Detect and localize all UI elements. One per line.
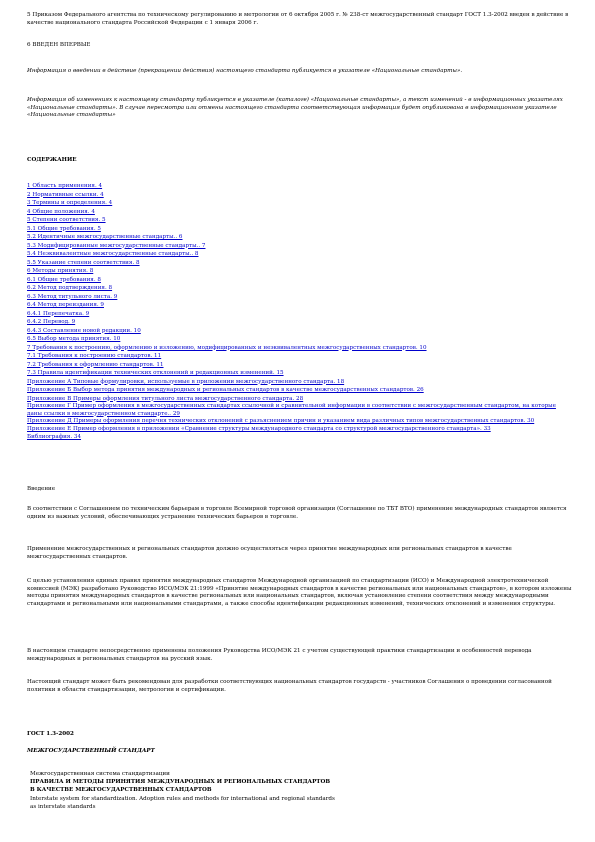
toc-link[interactable]: Приложение Д Примеры оформления перечня технических отклонений с разъяснением причин и указанием вида различных типов межгосударственных стандартов. 30	[27, 418, 535, 425]
first-introduced-note: 6 ВВЕДЕН ВПЕРВЫЕ	[27, 42, 91, 48]
toc-link[interactable]: 5 Степени соответствия. 5	[27, 217, 106, 223]
toc-link[interactable]: 7.1 Требования к построению стандартов. 11	[27, 353, 162, 359]
toc-item[interactable]	[27, 191, 572, 200]
intro-paragraph-4: В настоящем стандарте непосредственно применены положения Руководства ИСО/МЭК 21 с учетом существующей практики стандартизации и особенностей перевода международных и региональных стандартов на русский язык.	[27, 648, 532, 662]
intro-paragraph-5: Настоящий стандарт может быть рекомендован для разработки соответствующих национальных стандартов государств - участников Соглашения о проведении согласованной политики в области стандартизации, метрологии и сертификации.	[27, 679, 552, 693]
toc-item[interactable]	[27, 233, 572, 242]
toc-link[interactable]: 6.3 Метод титульного листа. 9	[27, 293, 118, 300]
toc-item[interactable]	[27, 310, 572, 319]
toc-link[interactable]: 6.4.1 Перепечатка. 9	[27, 310, 90, 317]
toc-item[interactable]	[27, 426, 572, 434]
toc-link[interactable]: 5.3 Модифицированные межгосударственные стандарты.. 7	[27, 242, 206, 249]
toc-link[interactable]: Приложение Е Пример оформления в приложении «Сравнение структуры международного стандарта со структурой межгосударственного стандарта». 33	[27, 425, 491, 432]
intro-heading: Введение	[27, 486, 56, 492]
info-paragraph-1: Информация о введении в действие (прекращении действия) настоящего стандарта публикуется в указателе «Национальные стандарты».	[27, 68, 463, 74]
toc-item[interactable]	[27, 182, 572, 191]
toc-link[interactable]: 7.2 Требования к оформлению стандартов. 11	[27, 361, 164, 368]
toc-item[interactable]	[27, 301, 572, 310]
toc-link[interactable]: Приложение В Примеры оформления титульного листа межгосударственного стандарта. 28	[27, 395, 304, 402]
toc-item[interactable]	[27, 386, 572, 395]
toc-item[interactable]	[27, 250, 572, 259]
toc-link[interactable]: 6.5 Выбор метода принятия. 10	[27, 336, 121, 342]
toc-item[interactable]	[27, 395, 572, 404]
toc-link[interactable]: Приложение Б Выбор метода принятия международных и региональных стандартов в качестве межгосударственных стандартов. 26	[27, 387, 424, 393]
toc-item[interactable]	[27, 418, 572, 426]
toc-item[interactable]	[27, 225, 572, 234]
toc-link[interactable]: 5.4 Неэквивалентные межгосударственные стандарты.. 8	[27, 251, 199, 257]
toc-link[interactable]: Приложение Г Пример оформления в межгосударственных стандартах ссылочной и сравнительной информации в соответствии с межгосударственным стандартом, на которые даны ссылки в межгосударственном стандарте.. 29	[27, 403, 556, 417]
toc-item[interactable]	[27, 293, 572, 302]
info-paragraph-2: Информация об изменениях к настоящему стандарту публикуется в указателе (каталоге) «Национальные стандарты», а текст изменений - в информационных указателях «Национальные стандарты». В случае пересмотра или отмены настоящего стандарта соответствующая информация будет опубликована в информационном указателе «Национальные стандарты»	[27, 97, 563, 119]
toc-item[interactable]	[27, 208, 572, 217]
intro-paragraph-1: В соответствии с Соглашением по техническим барьерам в торговле Всемирной торговой организации (Соглашение по ТБТ ВТО) применение международных стандартов является одним из важных условий, обеспечивающих устранение технических барьеров в торговле.	[27, 506, 567, 520]
toc-item[interactable]	[27, 327, 572, 336]
toc-item[interactable]	[27, 318, 572, 327]
toc-item[interactable]	[27, 361, 572, 370]
toc-link[interactable]: 2 Нормативные ссылки. 4	[27, 191, 104, 198]
toc-item[interactable]	[27, 344, 572, 353]
standard-title-line-2: В КАЧЕСТВЕ МЕЖГОСУДАРСТВЕННЫХ СТАНДАРТОВ	[30, 787, 212, 793]
toc-link[interactable]: 1 Область применения. 4	[27, 183, 103, 189]
toc-heading: СОДЕРЖАНИЕ	[27, 157, 77, 163]
standard-title-line-1: ПРАВИЛА И МЕТОДЫ ПРИНЯТИЯ МЕЖДУНАРОДНЫХ И РЕГИОНАЛЬНЫХ СТАНДАРТОВ	[30, 779, 331, 785]
toc-link[interactable]: 6.4.2 Перевод. 9	[27, 319, 76, 325]
toc-item[interactable]	[27, 378, 572, 387]
toc-link[interactable]: Приложение А Типовые формулировки, используемые в приложении межгосударственного стандарта. 18	[27, 378, 345, 385]
toc-link[interactable]: 6.2 Метод подтверждения. 8	[27, 285, 113, 291]
toc-item[interactable]	[27, 352, 572, 361]
toc-item[interactable]	[27, 242, 572, 251]
toc-item[interactable]	[27, 335, 572, 344]
toc-link[interactable]: 5.5 Указание степени соответствия. 8	[27, 259, 140, 266]
table-of-contents	[27, 182, 572, 442]
toc-link[interactable]: 6.4.3 Составление новой редакции. 10	[27, 327, 141, 334]
toc-link[interactable]: 3 Термины и определения. 4	[27, 200, 113, 206]
toc-item[interactable]	[27, 433, 572, 442]
toc-link[interactable]: 6 Методы принятия. 8	[27, 268, 94, 274]
toc-link[interactable]: 5.1 Общие требования. 5	[27, 225, 101, 232]
toc-link[interactable]: 6.1 Общие требования. 8	[27, 276, 101, 283]
standard-english-title-1: Interstate system for standardization. Adoption rules and methods for international and regional standards	[30, 796, 335, 802]
standard-code: ГОСТ 1.3-2002	[27, 731, 74, 737]
toc-item[interactable]	[27, 403, 572, 418]
toc-link[interactable]: 5.2 Идентичные межгосударственные стандарты.. 6	[27, 234, 183, 240]
toc-item[interactable]	[27, 276, 572, 285]
toc-link[interactable]: 4 Общие положения. 4	[27, 208, 95, 215]
toc-link[interactable]: Библиография. 34	[27, 434, 82, 441]
toc-item[interactable]	[27, 259, 572, 268]
toc-item[interactable]	[27, 199, 572, 208]
intro-paragraph-2: Применение межгосударственных и региональных стандартов должно осуществляться через принятие международных или региональных стандартов в качестве межгосударственных стандартов.	[27, 546, 512, 560]
order-paragraph: 5 Приказом Федерального агентства по техническому регулированию и метрологии от 6 октября 2005 г. № 238-ст межгосударственный стандарт ГОСТ 1.3-2002 введен в действие в качестве национального стандарта Российской Федерации с 1 января 2006 г.	[27, 12, 569, 26]
intro-paragraph-3: С целью установления единых правил принятия международных стандартов Международной организацией по стандартизации (ИСО) и Международной электротехнической комиссией (МЭК) разработано Руководство ИСО/МЭК 21:1999 «Принятие международных стандартов в качестве региональных или национальных стандартов», в котором изложены методы принятия международных стандартов в качестве региональных или национальных стандартов, включая установление степени соответствия между международными стандартами и региональными или национальными стандартами, а также способы идентификации редакционных изменений, технических отклонений и изменения структуры.	[27, 578, 572, 607]
standard-system: Межгосударственная система стандартизации	[30, 771, 170, 777]
toc-link[interactable]: 6.4 Метод переиздания. 9	[27, 302, 104, 308]
toc-item[interactable]	[27, 284, 572, 293]
standard-english-title-2: as interstate standards	[30, 804, 96, 810]
toc-item[interactable]	[27, 369, 572, 378]
toc-link[interactable]: 7 Требования к построению, оформлению и изложению, модифицированных и неэквивалентных межгосударственных стандартов. 10	[27, 344, 427, 351]
toc-item[interactable]	[27, 267, 572, 276]
toc-item[interactable]	[27, 216, 572, 225]
standard-type: МЕЖГОСУДАРСТВЕННЫЙ СТАНДАРТ	[27, 748, 155, 754]
toc-link[interactable]: 7.3 Правила идентификации технических отклонений и редакционных изменений. 15	[27, 370, 284, 376]
